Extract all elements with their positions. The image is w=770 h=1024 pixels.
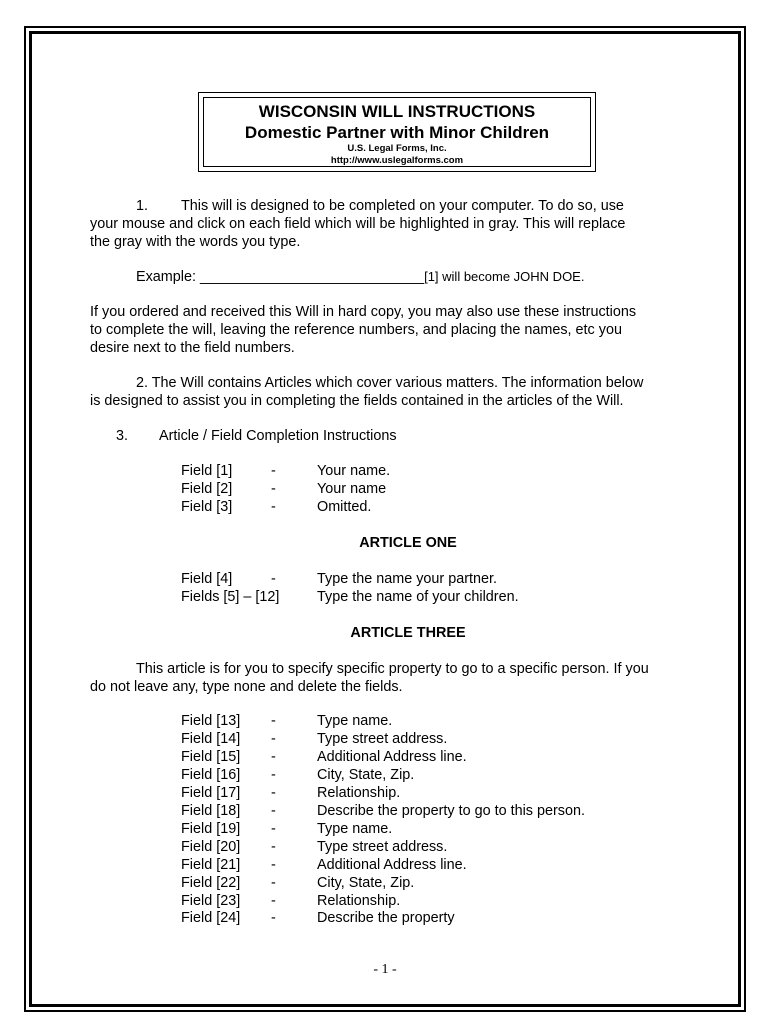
field-label: Field [13] [181, 713, 241, 729]
field-dash: - [271, 749, 276, 765]
field-dash: - [271, 839, 276, 855]
field-description: Your name. [317, 463, 391, 479]
hardcopy-line-3: desire next to the field numbers. [90, 340, 295, 356]
field-description: Your name [317, 481, 387, 497]
section-3-number: 3. [116, 428, 129, 444]
field-description: Omitted. [317, 499, 372, 515]
section-1-line-3: the gray with the words you type. [90, 234, 301, 250]
example-blank: Example: ____________________________ [136, 269, 425, 285]
field-label: Field [23] [181, 893, 241, 909]
document-subtitle: Domestic Partner with Minor Children [244, 123, 550, 142]
field-description: Additional Address line. [317, 749, 467, 765]
section-1-line-1: This will is designed to be completed on your computer. To do so, use [181, 198, 624, 214]
page-number: - 1 - [373, 962, 397, 977]
field-dash: - [271, 821, 276, 837]
article-three-intro-line-1: This article is for you to specify specific property to go to a specific person. If you [136, 661, 649, 677]
article-one-heading: ARTICLE ONE [359, 535, 457, 551]
field-dash: - [271, 767, 276, 783]
field-dash: - [271, 785, 276, 801]
field-description: Type name. [317, 821, 393, 837]
field-description: Additional Address line. [317, 857, 467, 873]
field-label: Field [16] [181, 767, 241, 783]
field-label: Field [17] [181, 785, 241, 801]
section-2-line-1: 2. The Will contains Articles which cover various matters. The information below [136, 375, 644, 391]
field-dash: - [271, 713, 276, 729]
field-label: Field [14] [181, 731, 241, 747]
field-description: Describe the property to go to this person. [317, 803, 585, 819]
section-3-title: Article / Field Completion Instructions [159, 428, 397, 444]
field-dash: - [271, 499, 276, 515]
field-description: Relationship. [317, 893, 401, 909]
field-dash: - [271, 731, 276, 747]
field-label: Field [15] [181, 749, 241, 765]
section-2-line-2: is designed to assist you in completing the fields contained in the articles of the Will. [90, 393, 624, 409]
field-label: Field [1] [181, 463, 233, 479]
field-label: Field [18] [181, 803, 241, 819]
field-description: Describe the property [317, 910, 455, 926]
hardcopy-line-2: to complete the will, leaving the reference numbers, and placing the names, etc you [90, 322, 622, 338]
document-title: WISCONSIN WILL INSTRUCTIONS [258, 102, 536, 121]
field-dash: - [271, 893, 276, 909]
example-label [136, 268, 584, 286]
field-description: City, State, Zip. [317, 767, 415, 783]
field-label: Field [3] [181, 499, 233, 515]
article-three-intro-line-2: do not leave any, type none and delete the fields. [90, 679, 403, 695]
field-label: Field [4] [181, 571, 233, 587]
field-description: Type the name your partner. [317, 571, 497, 587]
field-dash: - [271, 875, 276, 891]
publisher-url: http://www.uslegalforms.com [330, 155, 464, 166]
field-label: Field [22] [181, 875, 241, 891]
example-result: [1] will become JOHN DOE. [424, 269, 585, 284]
field-description: Type name. [317, 713, 393, 729]
field-label: Fields [5] – [12] [181, 589, 280, 605]
field-label: Field [2] [181, 481, 233, 497]
field-label: Field [19] [181, 821, 241, 837]
publisher-name: U.S. Legal Forms, Inc. [347, 143, 447, 154]
field-dash: - [271, 910, 276, 926]
section-1-number: 1. [136, 198, 149, 214]
field-dash: - [271, 857, 276, 873]
field-description: City, State, Zip. [317, 875, 415, 891]
field-dash: - [271, 803, 276, 819]
field-label: Field [24] [181, 910, 241, 926]
field-label: Field [20] [181, 839, 241, 855]
section-1-line-2: your mouse and click on each field which will be highlighted in gray. This will replace [90, 216, 626, 232]
field-dash: - [271, 481, 276, 497]
field-description: Type street address. [317, 731, 448, 747]
field-description: Type street address. [317, 839, 448, 855]
field-description: Relationship. [317, 785, 401, 801]
field-dash: - [271, 571, 276, 587]
field-description: Type the name of your children. [317, 589, 519, 605]
field-dash: - [271, 463, 276, 479]
hardcopy-line-1: If you ordered and received this Will in hard copy, you may also use these instructions [90, 304, 637, 320]
field-label: Field [21] [181, 857, 241, 873]
article-three-heading: ARTICLE THREE [350, 625, 466, 641]
